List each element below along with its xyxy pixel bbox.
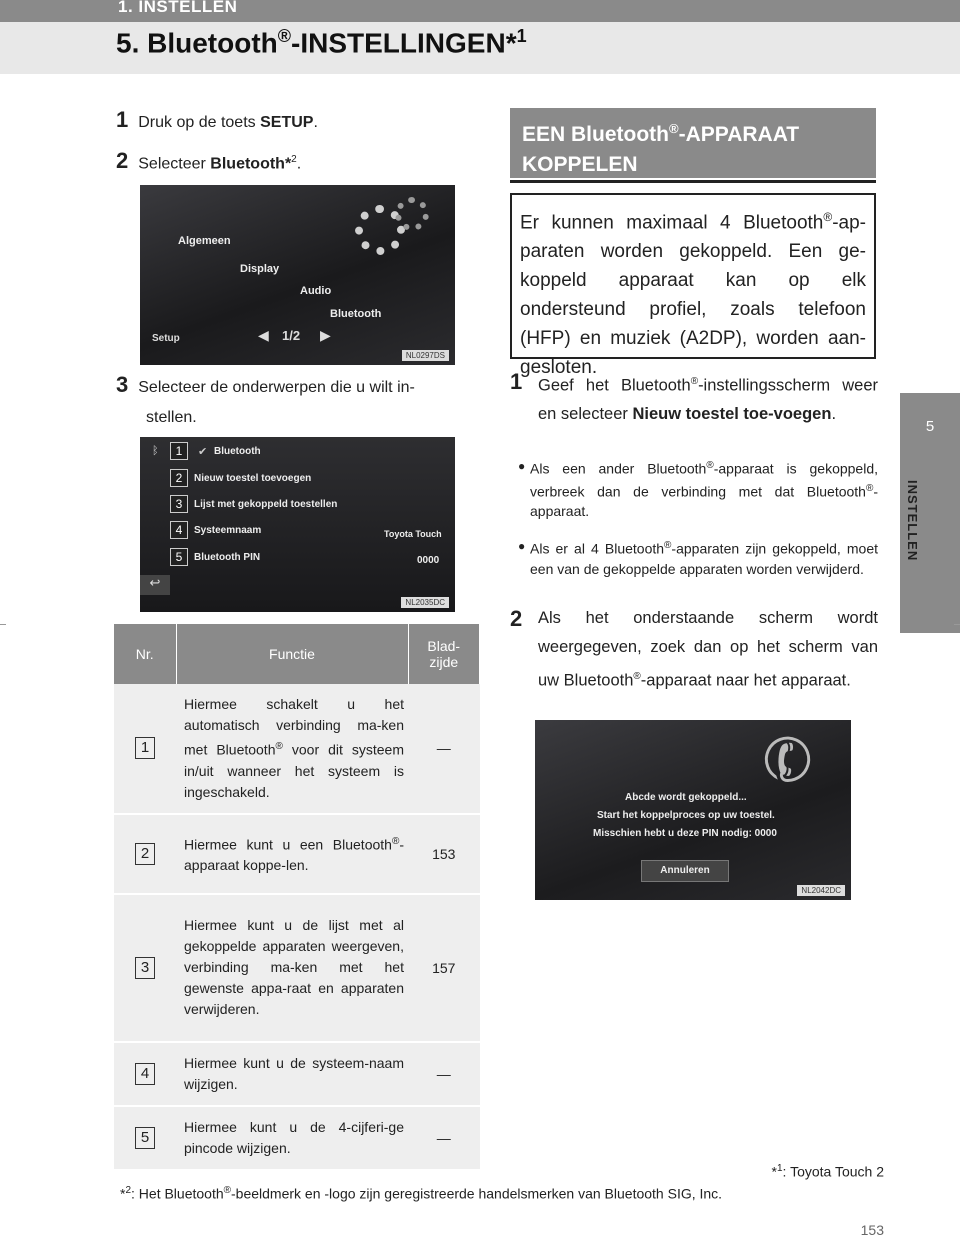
gear-icon <box>395 197 429 231</box>
section-heading-1: EEN Bluetooth <box>522 123 669 146</box>
step-end: . <box>313 114 318 131</box>
function-cell <box>176 1042 408 1106</box>
table-row <box>114 684 480 814</box>
row-number: 2 <box>135 843 155 865</box>
step-text: Als het onderstaande scherm wordt weergegeven, zoek dan op het scherm van uw Bluetooth <box>538 609 878 690</box>
title-suffix: -INSTELLINGEN* <box>291 27 517 59</box>
section-heading-2: -APPARAAT <box>678 123 800 146</box>
col-header-page-1: Blad- <box>427 638 461 654</box>
step-bold: SETUP <box>260 114 314 131</box>
menu-item-add-device: Nieuw toestel toevoegen <box>194 473 312 484</box>
reg-mark: ® <box>633 671 641 682</box>
crop-mark-right <box>954 624 960 625</box>
item-number-box: 5 <box>170 548 188 566</box>
bullet-icon: ● <box>518 459 526 473</box>
step-3 <box>116 370 476 433</box>
image-code: NL2035DC <box>401 597 449 608</box>
item-number-box: 4 <box>170 521 188 539</box>
prev-arrow-icon: ◀ <box>258 327 269 343</box>
step-1 <box>116 105 318 138</box>
section-heading-3: KOPPELEN <box>522 153 638 176</box>
reg-mark: ® <box>664 540 672 551</box>
title-sup: 1 <box>516 26 527 46</box>
page-number: 153 <box>860 1222 884 1238</box>
col-header-function: Functie <box>176 624 408 684</box>
row-number-cell <box>114 1106 176 1170</box>
page-cell: — <box>408 684 480 814</box>
row-number-cell <box>114 1042 176 1106</box>
menu-item-bluetooth: Bluetooth <box>214 446 261 457</box>
info-box <box>510 193 876 379</box>
page-cell: 157 <box>408 894 480 1042</box>
pairing-status: Abcde wordt gekoppeld... <box>625 792 747 803</box>
step-text: Selecteer <box>138 155 211 173</box>
checkmark-icon: ✔ <box>198 446 208 458</box>
function-text: Hiermee kunt u de 4-cijferi-ge pincode wijzigen. <box>184 1118 404 1156</box>
screen-footer-label: Setup <box>152 333 180 344</box>
step-2 <box>116 145 301 179</box>
function-text-cont: voor dit systeem in/uit wanneer het systeem is ingeschakeld. <box>184 741 404 800</box>
bullet-2 <box>518 536 878 579</box>
row-number: 4 <box>135 1063 155 1085</box>
bullet-icon: ● <box>518 539 526 553</box>
page-cell: — <box>408 1042 480 1106</box>
item-number-box: 3 <box>170 495 188 513</box>
reg-mark: ® <box>223 1185 232 1196</box>
bullet-text: Als een ander Bluetooth <box>530 460 707 477</box>
col-header-page-2: zijde <box>429 654 459 670</box>
step-number: 3 <box>116 372 129 397</box>
row-number: 1 <box>135 737 155 759</box>
footnote-mark: * <box>120 1185 126 1202</box>
step-number: 1 <box>116 107 129 132</box>
footnote-text: : Toyota Touch 2 <box>782 1163 884 1180</box>
item-number-box: 2 <box>170 469 188 487</box>
menu-item-bluetooth-pin: Bluetooth PIN <box>194 552 261 563</box>
function-text: Hiermee kunt u de lijst met al gekoppelde apparaten weergeven, verbinding ma-ken met het gewenste appa-raat en apparaten verwijderen. <box>184 917 404 1018</box>
step-sup: 2 <box>291 154 297 165</box>
page-cell: — <box>408 1106 480 1170</box>
menu-item-audio: Audio <box>300 285 332 297</box>
menu-item-bluetooth: Bluetooth <box>330 308 382 320</box>
section-divider <box>510 180 876 183</box>
function-cell <box>176 894 408 1042</box>
page-cell: 153 <box>408 814 480 894</box>
step-number: 2 <box>116 148 129 174</box>
table-row <box>114 894 480 1042</box>
phone-icon: ✆ <box>752 720 824 801</box>
right-step-1 <box>510 368 878 428</box>
step-text: Druk op de toets <box>138 114 261 131</box>
table-row <box>114 1106 480 1170</box>
header-band <box>0 0 960 22</box>
row-number: 5 <box>135 1127 155 1149</box>
chapter-number: 5 <box>925 418 935 435</box>
step-text: Geef het Bluetooth <box>538 376 691 395</box>
step-bold: Bluetooth* <box>210 155 292 173</box>
step-text-cont: -instellingsscherm weer en selecteer <box>538 376 878 423</box>
row-number: 3 <box>135 957 155 979</box>
bullet-text-end: -apparaat. <box>530 483 878 520</box>
page-title <box>116 26 527 59</box>
table-row <box>114 1042 480 1106</box>
footnote-1 <box>772 1163 884 1180</box>
row-number-cell <box>114 684 176 814</box>
menu-item-system-name: Systeemnaam <box>194 525 262 536</box>
section-label: 1. INSTELLEN <box>118 0 238 16</box>
right-step-2 <box>510 604 878 696</box>
chapter-label: INSTELLEN <box>905 480 920 562</box>
setup-screen-image <box>140 185 455 365</box>
menu-item-general: Algemeen <box>178 235 231 247</box>
image-code: NL2042DC <box>797 885 845 896</box>
info-text-cont: -ap-paraten worden gekoppeld. Een ge-koppeld apparaat kan op elk ondersteund profiel, zoals telefoon (HFP) en muziek (A2DP), worden aan-gesloten. <box>520 212 866 379</box>
bullet-1 <box>518 456 878 521</box>
title-main: 5. Bluetooth <box>116 27 278 59</box>
footnote-mark: * <box>771 1163 777 1180</box>
bluetooth-settings-screen-image <box>140 437 455 612</box>
reg-mark: ® <box>823 210 833 224</box>
step-bold: Nieuw toestel toe-voegen <box>632 404 832 423</box>
step-body <box>510 368 878 428</box>
reg-mark: ® <box>391 835 400 847</box>
footnote-text: : Het Bluetooth <box>131 1185 224 1202</box>
item-number-box: 1 <box>170 442 188 460</box>
step-end: . <box>831 404 837 423</box>
bullet-text: Als er al 4 Bluetooth <box>530 540 665 557</box>
footnote-2 <box>120 1185 722 1202</box>
pairing-screen-image <box>535 720 851 900</box>
step-text-cont: -apparaat naar het apparaat. <box>640 671 851 690</box>
reg-mark: ® <box>690 376 699 387</box>
reg-mark: ® <box>865 482 874 494</box>
function-text: Hiermee kunt u een Bluetooth <box>184 836 392 853</box>
reg-mark: ® <box>706 460 714 471</box>
step-body <box>510 604 878 696</box>
crop-mark-left <box>0 624 6 625</box>
reg-mark: ® <box>275 741 283 752</box>
bluetooth-icon: ᛒ <box>152 445 159 457</box>
function-cell <box>176 1106 408 1170</box>
step-number: 1 <box>510 369 523 394</box>
function-cell <box>176 684 408 814</box>
info-text: Er kunnen maximaal 4 Bluetooth <box>520 212 824 234</box>
step-text: Selecteer de onderwerpen die u wilt in- <box>138 379 415 396</box>
pairing-instruction: Start het koppelproces op uw toestel. <box>597 810 775 821</box>
col-header-nr: Nr. <box>114 624 176 684</box>
row-number-cell <box>114 894 176 1042</box>
function-cell <box>176 814 408 894</box>
table-header <box>114 624 480 684</box>
image-code: NL0297DS <box>402 350 449 361</box>
section-heading <box>510 108 876 178</box>
function-text-cont: -apparaat koppe-len. <box>184 836 404 874</box>
bullet-text-cont: -apparaten zijn gekoppeld, moet een van de gekoppelde apparaten worden verwijderd. <box>530 540 878 577</box>
screen-pager: 1/2 <box>282 328 301 343</box>
function-table <box>114 624 480 1171</box>
row-number-cell <box>114 814 176 894</box>
reg-mark: ® <box>669 121 679 136</box>
function-text: Hiermee kunt u de systeem-naam wijzigen. <box>184 1054 404 1092</box>
system-name-value: Toyota Touch <box>384 529 442 539</box>
cancel-button: Annuleren <box>641 860 729 882</box>
menu-item-paired-list: Lijst met gekoppeld toestellen <box>194 499 338 510</box>
pairing-pin: Misschien hebt u deze PIN nodig: 0000 <box>593 828 777 839</box>
bullet-text-cont: -apparaat is gekoppeld, verbreek dan de verbinding met dat Bluetooth <box>530 460 878 500</box>
next-arrow-icon: ▶ <box>320 327 331 343</box>
menu-item-display: Display <box>240 263 280 275</box>
title-reg: ® <box>277 26 292 46</box>
step-text-cont: stellen. <box>146 409 197 426</box>
function-text: Hiermee schakelt u het automatisch verbinding ma-ken met Bluetooth <box>184 696 404 758</box>
footnote-sup: 1 <box>776 1163 783 1174</box>
step-number: 2 <box>510 606 523 631</box>
footnote-text-cont: -beeldmerk en -logo zijn geregistreerde handelsmerken van Bluetooth SIG, Inc. <box>231 1185 723 1202</box>
pin-value: 0000 <box>417 555 440 566</box>
table-row <box>114 814 480 894</box>
back-arrow-icon: ↩ <box>140 575 170 595</box>
footnote-sup: 2 <box>125 1185 132 1196</box>
col-header-page <box>408 624 480 684</box>
step-end: . <box>296 155 302 173</box>
